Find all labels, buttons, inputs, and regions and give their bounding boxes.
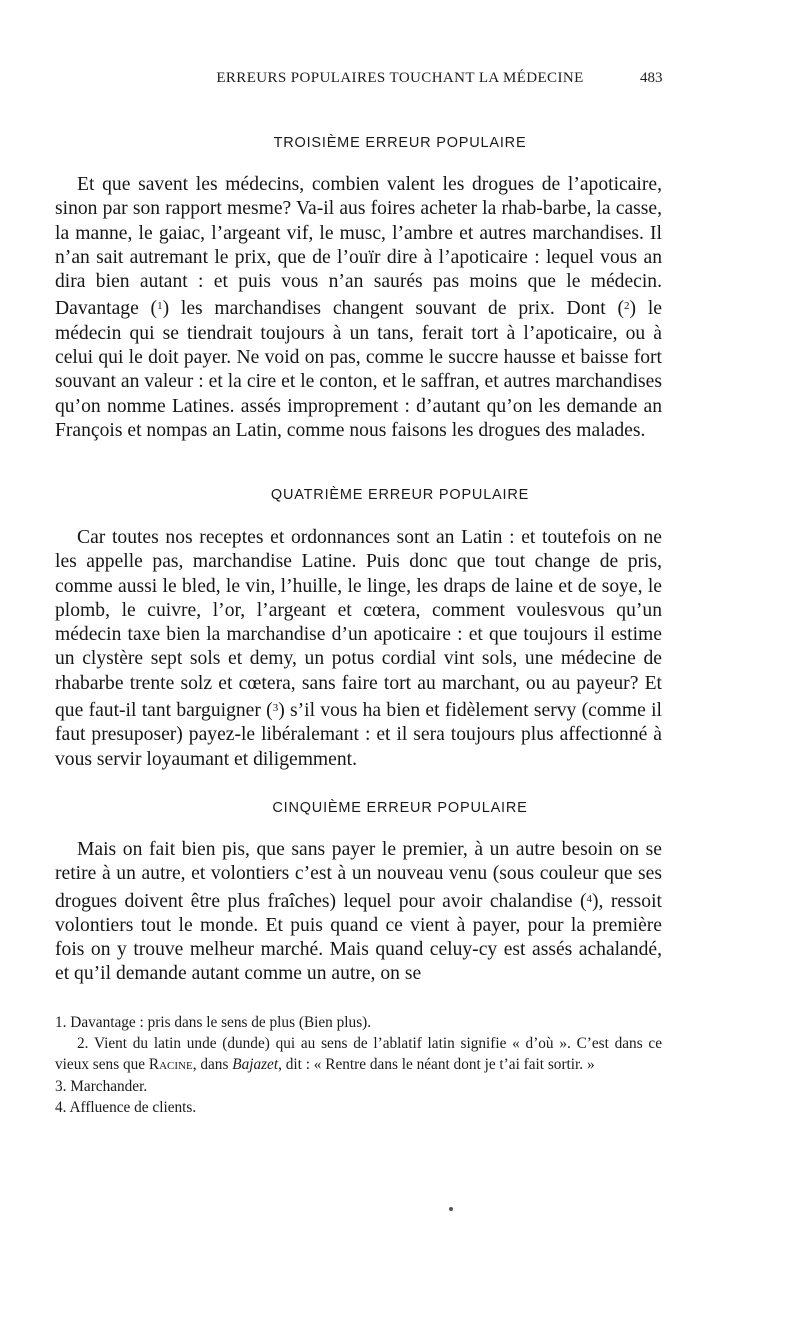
text-run: Mais on fait bien pis, que sans payer le premier, à un autre besoin on se retire à un autre, et volontiers c’est à un nouveau venu (sous couleur que ses drogues doivent être plus fraîches) lequel pour avoir chalandise ( <box>55 839 662 912</box>
section-paragraph-cinquieme <box>55 838 662 987</box>
footnote-4: 4. Affluence de clients. <box>55 1098 197 1116</box>
section-heading-cinquieme: CINQUIÈME ERREUR POPULAIRE <box>272 800 528 816</box>
text-run: Car toutes nos receptes et ordonnances sont an Latin : et toutefois on ne les appelle pas, marchandise Latine. Puis donc que tout change de pris, comme aussi le bled, le vin, l’huille, le linge, les draps de laine et de soye, le plomb, le cuivre, l’or, l’argeant et cœtera, comment voulesvous qu’un médecin taxe bien la marchandise d’un apoticaire : et que toujours il estime un clystère sept sols et demy, un potus cordial vint sols, une médecine de rhabarbe trente solz et cœtera, sans faire tort au marchant, ou au payeur? Et que faut-il tant barguigner ( <box>55 527 662 722</box>
footnotes <box>55 1012 662 1118</box>
footnote-ref: 3 <box>272 702 279 715</box>
ink-speck <box>449 1207 453 1211</box>
page-number: 483 <box>640 70 663 86</box>
footnote-author: Racine <box>148 1056 193 1074</box>
footnote-3: 3. Marchander. <box>55 1077 148 1095</box>
footnote-work-title: Bajazet <box>232 1056 279 1074</box>
running-title: ERREURS POPULAIRES TOUCHANT LA MÉDECINE <box>216 70 584 86</box>
footnote-text: 2. Vient du latin unde (dunde) qui au sens de l’ablatif latin signifie « d’où ». C’est dans ce vieux sens que <box>55 1035 662 1074</box>
text-run: ) s’il vous ha bien et fidèlement servy (comme il faut presuposer) payez-le libéralemant : et il sera toujours plus affectionné à vous servir loyaumant et diligemment. <box>55 700 662 770</box>
footnote-ref: 4 <box>586 892 592 905</box>
text-run: ) le médecin qui se tiendrait toujours à un tans, ferait tort à l’apoticaire, ou à celui qui le doit payer. Ne void on pas, comme le succre hausse et baisse fort souvant an valeur : et la cire et le conton, et le saffran, et autres marchandises qu’on nomme Latines. assés improprement : d’autant qu’on les demande an François et nompas an Latin, comme nous faisons les drogues des malades. <box>55 298 662 441</box>
footnote-ref: 2 <box>624 300 630 313</box>
footnote-2 <box>55 1033 662 1075</box>
running-head <box>0 70 800 96</box>
footnote-text: , dans <box>192 1056 233 1074</box>
text-run: Et que savent les médecins, combien valent les drogues de l’apoticaire, sinon par son rapport mesme? Va-il aus foires acheter la rhab-barbe, la casse, la manne, le gaiac, l’argeant vif, le musc, l’ambre et autres marchandises. Il n’an sait autremant le prix, que de l’ouïr dire à l’apoticaire : lequel vous an dira bien autant : et puis vous n’an saurés pas moins que le médecin. Davantage ( <box>55 174 662 320</box>
text-run: ) les marchandises changent souvant de prix. Dont ( <box>162 298 625 320</box>
section-paragraph-quatrieme <box>55 526 662 772</box>
section-paragraph-troisieme <box>55 173 662 443</box>
footnote-1: 1. Davantage : pris dans le sens de plus (Bien plus). <box>55 1014 372 1031</box>
footnote-text: , dit : « Rentre dans le néant dont je t’ai fait sortir. » <box>278 1056 595 1074</box>
section-heading-quatrieme: QUATRIÈME ERREUR POPULAIRE <box>270 487 530 503</box>
text-run: ), ressoit volontiers tout le monde. Et puis quand ce vient à payer, pour la première fois on y trouve melheur marché. Mais quand celuy-cy est assés achalandé, et qu’il demande autant comme un autre, on se <box>55 890 662 985</box>
footnote-ref: 1 <box>157 300 163 313</box>
section-heading-troisieme: TROISIÈME ERREUR POPULAIRE <box>273 135 527 151</box>
